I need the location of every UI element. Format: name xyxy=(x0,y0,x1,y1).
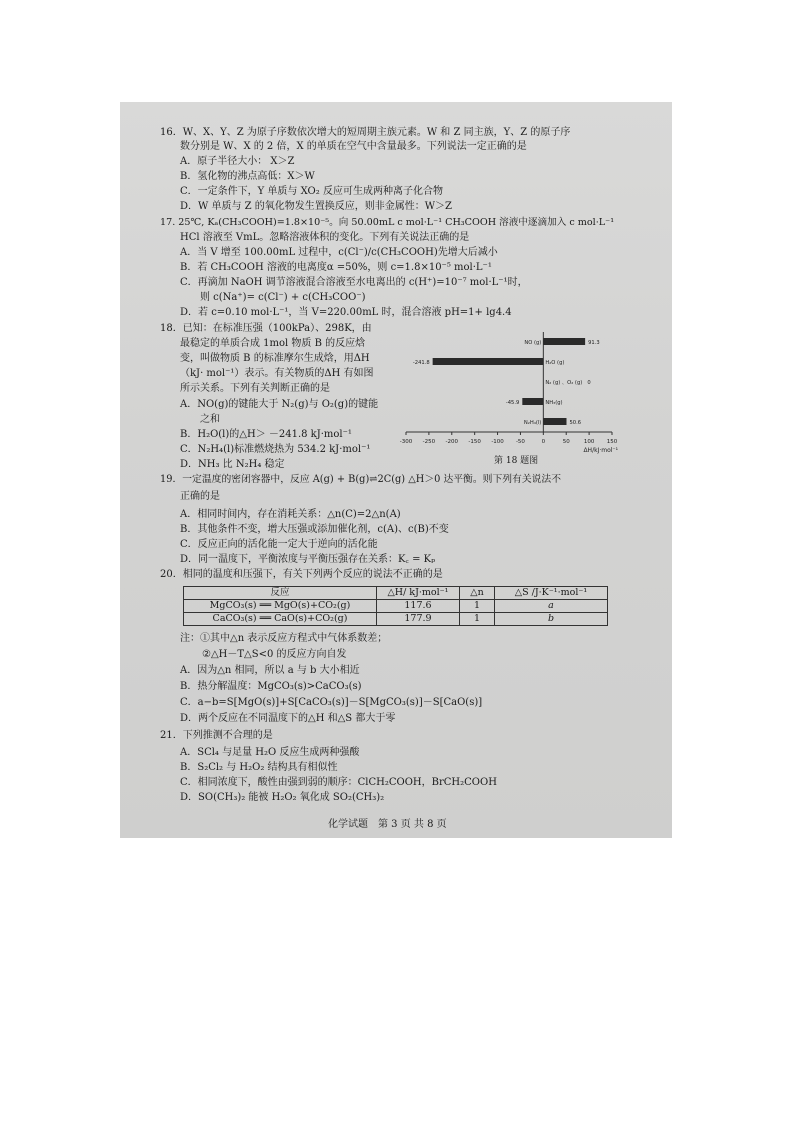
enthalpy-bar xyxy=(543,338,585,345)
x-tick-label: -200 xyxy=(445,439,459,445)
x-tick-label: -250 xyxy=(422,439,436,445)
q19-option-b: B．其他条件不变，增大压强或添加催化剂，c(A)、c(B)不变 xyxy=(180,524,449,535)
table-row xyxy=(184,600,608,613)
q17-option-d: D．若 c=0.10 mol·L⁻¹，当 V=220.00mL 时，混合溶液 pH=1+ lg4.4 xyxy=(180,307,512,318)
q19-stem-line1: 19．一定温度的密闭容器中，反应 A(g) + B(g)⇌2C(g) △H＞0 达平衡。则下列有关说法不 xyxy=(160,474,562,485)
x-axis-label: ΔH/kJ·mol⁻¹ xyxy=(583,447,618,454)
x-tick-label: -50 xyxy=(515,439,525,445)
category-label: H₂O (g) xyxy=(545,360,565,366)
q20-note-2: ②△H－T△S<0 的反应方向自发 xyxy=(202,649,347,660)
q19-option-d: D．同一温度下，平衡浓度与平衡压强存在关系：K꜀ = Kₚ xyxy=(180,554,436,565)
table-cell: MgCO₃(s) ══ MgO(s)+CO₂(g) xyxy=(184,600,377,613)
table-cell: 117.6 xyxy=(377,600,460,613)
category-label: N₂H₄(l) xyxy=(523,420,542,426)
category-label: N₂ (g) 、O₂ (g) xyxy=(545,380,583,386)
x-tick-label: 50 xyxy=(562,439,570,445)
x-tick-label: -300 xyxy=(400,439,413,445)
page-footer: 化学试题 第 3 页 共 8 页 xyxy=(328,819,447,830)
table-cell: 1 xyxy=(460,613,495,626)
table-header-row xyxy=(184,587,608,600)
q18-option-c: C．N₂H₄(l)标准燃烧热为 534.2 kJ·mol⁻¹ xyxy=(180,444,371,455)
x-tick-label: -150 xyxy=(468,439,481,445)
table-header-cell: △n xyxy=(460,587,495,600)
q18-figure-caption: 第 18 题图 xyxy=(494,456,539,466)
category-label: NO (g) xyxy=(524,340,542,346)
q16-option-d: D．W 单质与 Z 的氧化物发生置换反应，则非金属性：W＞Z xyxy=(180,201,453,212)
q18-option-d: D．NH₃ 比 N₂H₄ 稳定 xyxy=(180,459,285,470)
q16-stem-line2: 数分别是 W、X 的 2 倍，X 的单质在空气中含量最多。下列说法一定正确的是 xyxy=(180,141,527,152)
q21-option-d: D．SO(CH₃)₂ 能被 H₂O₂ 氧化成 SO₂(CH₃)₂ xyxy=(180,792,385,803)
table-row xyxy=(184,613,608,626)
q17-option-c-line2: 则 c(Na⁺)= c(Cl⁻) + c(CH₃COO⁻) xyxy=(200,292,366,303)
bar-value-label: -45.9 xyxy=(505,400,520,406)
q20-option-a: A．因为△n 相同，所以 a 与 b 大小相近 xyxy=(180,665,360,676)
q20-reaction-table xyxy=(183,586,608,626)
bar-value-label: -241.8 xyxy=(412,360,430,366)
q16-option-a: A．原子半径大小： X＞Z xyxy=(180,156,295,167)
table-header-cell: △S /J·K⁻¹·mol⁻¹ xyxy=(495,587,608,600)
q19-option-c: C．反应正向的活化能一定大于逆向的活化能 xyxy=(180,539,378,550)
q17-stem-line2: HCl 溶液至 VmL。忽略溶液体积的变化。下列有关说法正确的是 xyxy=(180,232,470,243)
q18-stem-line4: （kJ· mol⁻¹）表示。有关物质的ΔH 有如图 xyxy=(180,368,374,379)
x-tick-label: 100 xyxy=(583,439,595,445)
q20-stem: 20．相同的温度和压强下，有关下列两个反应的说法不正确的是 xyxy=(160,569,443,580)
table-header-cell: 反应 xyxy=(184,587,377,600)
q18-option-a-line2: 之和 xyxy=(200,414,220,425)
table-cell: CaCO₃(s) ══ CaO(s)+CO₂(g) xyxy=(184,613,377,626)
q18-stem-line1: 18．已知：在标准压强（100kPa）、298K，由 xyxy=(160,323,372,334)
q20-option-d: D．两个反应在不同温度下的△H 和△S 都大于零 xyxy=(180,713,396,724)
q17-stem-line1: 17. 25℃, Kₐ(CH₃COOH)=1.8×10⁻⁵。向 50.00mL c mol·L⁻¹ CH₃COOH 溶液中逐滴加入 c mol·L⁻¹ xyxy=(160,217,615,228)
x-tick-label: -100 xyxy=(491,439,504,445)
q21-stem: 21．下列推测不合理的是 xyxy=(160,730,273,741)
x-tick-label: 150 xyxy=(606,439,618,445)
q17-option-b: B．若 CH₃COOH 溶液的电离度α =50%，则 c=1.8×10⁻⁵ mol·L⁻¹ xyxy=(180,262,492,273)
q21-option-c: C．相同浓度下，酸性由强到弱的顺序：ClCH₂COOH，BrCH₂COOH xyxy=(180,777,497,788)
table-cell: a xyxy=(495,600,608,613)
bar-value-label: 91.3 xyxy=(588,340,600,346)
table-cell: 177.9 xyxy=(377,613,460,626)
q18-stem-line2: 最稳定的单质合成 1mol 物质 B 的反应焓 xyxy=(180,338,366,349)
q20-note-1: 注：①其中△n 表示反应方程式中气体系数差； xyxy=(180,633,388,644)
q17-option-a: A．当 V 增至 100.00mL 过程中，c(Cl⁻)/c(CH₃COOH)先增大后减小 xyxy=(180,247,498,258)
q18-stem-line3: 变，叫做物质 B 的标准摩尔生成焓，用ΔH xyxy=(180,353,370,364)
q21-option-a: A．SCl₄ 与足量 H₂O 反应生成两种强酸 xyxy=(180,747,360,758)
q16-option-b: B．氢化物的沸点高低：X＞W xyxy=(180,171,315,182)
enthalpy-bar xyxy=(433,358,544,365)
q18-enthalpy-bar-chart xyxy=(400,330,625,460)
q18-option-b: B．H₂O(l)的△H＞ －241.8 kJ·mol⁻¹ xyxy=(180,429,352,440)
table-header-cell: △H/ kJ·mol⁻¹ xyxy=(377,587,460,600)
q18-stem-line5: 所示关系。下列有关判断正确的是 xyxy=(180,383,330,394)
q20-option-c: C．a−b=S[MgO(s)]+S[CaCO₃(s)]－S[MgCO₃(s)]－S[CaO(s)] xyxy=(180,697,483,708)
q19-option-a: A．相同时间内，存在消耗关系：△n(C)=2△n(A) xyxy=(180,509,401,520)
q16-option-c: C．一定条件下，Y 单质与 XO₂ 反应可生成两种离子化合物 xyxy=(180,186,443,197)
q19-stem-line2: 正确的是 xyxy=(180,491,220,502)
q17-option-c-line1: C．再滴加 NaOH 调节溶液混合溶液至水电离出的 c(H⁺)=10⁻⁷ mol·L⁻¹时， xyxy=(180,277,528,288)
category-label: NH₃(g) xyxy=(545,400,563,406)
q16-stem-line1: 16．W、X、Y、Z 为原子序数依次增大的短周期主族元素。W 和 Z 同主族，Y、Z 的原子序 xyxy=(160,127,571,138)
enthalpy-bar xyxy=(522,398,543,405)
enthalpy-bar xyxy=(543,418,566,425)
q21-option-b: B．S₂Cl₂ 与 H₂O₂ 结构具有相似性 xyxy=(180,762,338,773)
q18-option-a-line1: A．NO(g)的键能大于 N₂(g)与 O₂(g)的键能 xyxy=(180,399,379,410)
table-cell: 1 xyxy=(460,600,495,613)
table-cell: b xyxy=(495,613,608,626)
bar-value-label: 50.6 xyxy=(569,420,582,426)
q20-option-b: B．热分解温度：MgCO₃(s)>CaCO₃(s) xyxy=(180,681,362,692)
x-tick-label: 0 xyxy=(541,439,546,445)
bar-value-label: 0 xyxy=(587,380,591,386)
